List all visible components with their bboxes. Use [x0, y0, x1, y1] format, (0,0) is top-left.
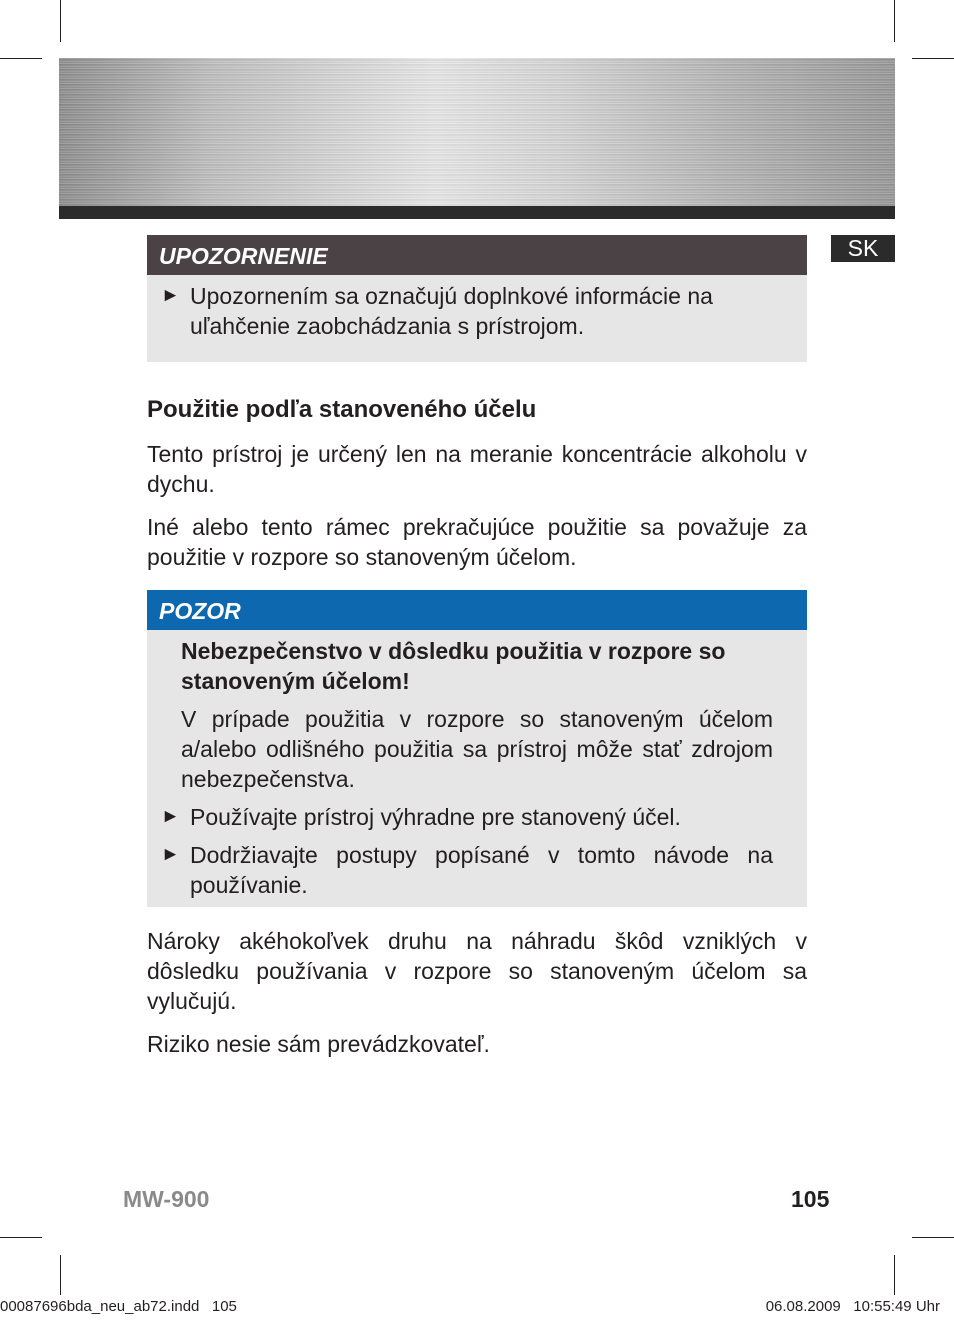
warning-heading: POZOR: [147, 590, 807, 630]
note-box: [147, 235, 807, 362]
section-paragraph-2: Iné alebo tento rámec prekračujúce použitie sa považuje za použitie v rozpore so stanoveným účelom.: [147, 514, 807, 570]
warning-bullet-text: Používajte prístroj výhradne pre stanovený účel.: [190, 804, 681, 830]
warning-bullet-text: Dodržiavajte postupy popísané v tomto návode na používanie.: [190, 842, 773, 898]
page-number: 105: [791, 1186, 830, 1212]
closing-paragraph-1: Nároky akéhokoľvek druhu na náhradu škôd vzniklých v dôsledku používania v rozpore so stanoveným účelom sa vylučujú.: [147, 928, 807, 1014]
crop-mark: [894, 1255, 895, 1295]
crop-mark: [912, 58, 954, 59]
crop-mark: [60, 1255, 61, 1295]
slug-right: 06.08.2009 10:55:49 Uhr: [765, 1298, 940, 1315]
warning-text: V prípade použitia v rozpore so stanoveným účelom a/alebo odlišného použitia sa prístroj môže stať zdrojom nebezpečenstva.: [181, 706, 773, 792]
note-bullet: [147, 281, 807, 341]
crop-mark: [0, 1237, 42, 1238]
crop-mark: [894, 0, 895, 42]
footer-model: MW-900: [123, 1186, 210, 1212]
brushed-metal-header: [59, 58, 895, 206]
section-title: Použitie podľa stanoveného účelu: [147, 396, 537, 423]
arrow-right-icon: ►: [161, 806, 180, 827]
section-paragraph-1: Tento prístroj je určený len na meranie koncentrácie alkoholu v dychu.: [147, 441, 807, 497]
warning-box: [147, 590, 807, 907]
warning-bold-text: Nebezpečenstvo v dôsledku použitia v rozpore so stanoveným účelom!: [181, 638, 726, 694]
crop-mark: [0, 58, 42, 59]
closing-paragraph-2: Riziko nesie sám prevádzkovateľ.: [147, 1031, 490, 1057]
arrow-right-icon: ►: [161, 844, 180, 865]
note-bullet-text: Upozornením sa označujú doplnkové informácie na uľahčenie zaobchádzania s prístrojom.: [190, 283, 713, 339]
crop-mark: [912, 1237, 954, 1238]
warning-bullet: [147, 840, 807, 900]
header-rule: [59, 206, 895, 219]
slug-left: 00087696bda_neu_ab72.indd 105: [0, 1298, 237, 1315]
note-heading: UPOZORNENIE: [147, 235, 807, 275]
arrow-right-icon: ►: [161, 285, 180, 306]
crop-mark: [60, 0, 61, 42]
language-tab: SK: [831, 235, 895, 262]
warning-bullet: [147, 802, 807, 832]
